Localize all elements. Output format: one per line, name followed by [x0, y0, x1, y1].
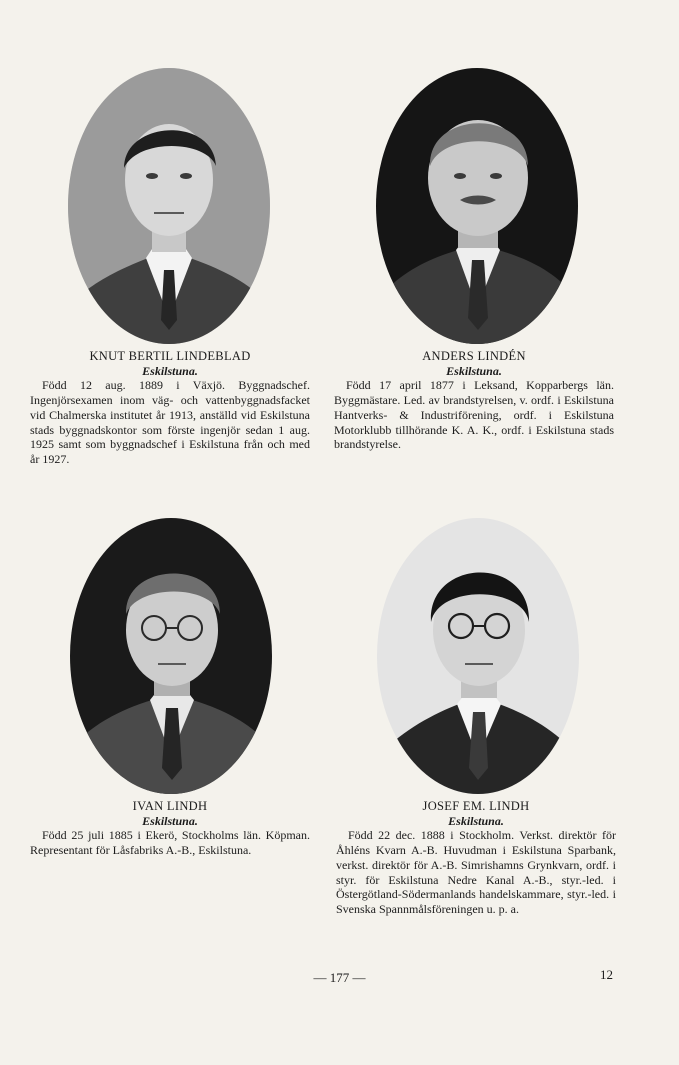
sheet-number: 12	[600, 967, 613, 982]
portrait-ivan-lindh	[70, 518, 272, 794]
person-name: JOSEF EM. LINDH	[422, 799, 530, 813]
person-place: Eskilstuna.	[448, 813, 504, 828]
person-biography: Född 17 april 1877 i Leksand, Kopparbergs län. Byggmästare. Led. av brandstyrelsen, v. ordf. i Eskilstuna Hantverks- & Industriförening, ordf. i Eskilstuna Motorklubb tillhörande K. A. K., ordf. i Eskilstuna stads brandstyrelse.	[334, 378, 614, 452]
entry-ivan-lindh	[30, 799, 310, 858]
person-place: Eskilstuna.	[446, 363, 502, 378]
entry-knut-bertil-lindeblad	[30, 349, 310, 467]
person-place: Eskilstuna.	[142, 363, 198, 378]
person-name: ANDERS LINDÉN	[422, 349, 526, 363]
entry-anders-linden	[334, 349, 614, 452]
person-place: Eskilstuna.	[142, 813, 198, 828]
person-biography: Född 12 aug. 1889 i Växjö. Byggnadschef. Ingenjörsexamen inom väg- och vattenbyggnadsfacket vid Chalmerska institutet år 1913, anställd vid Eskilstuna stads byggnadskontor som förste ingenjör sedan 1 aug. 1925 samt som byggnadschef i Eskilstuna från och med år 1927.	[30, 378, 310, 466]
portrait-knut-bertil-lindeblad	[68, 68, 270, 344]
portrait-anders-linden	[376, 68, 578, 344]
person-biography: Född 22 dec. 1888 i Stockholm. Verkst. direktör för Åhléns Kvarn A.-B. Huvudman i Eskilstuna Sparbank, verkst. direktör för A.-B. Simrishamns Grynkvarn, ordf. i styr. för Eskilstuna Nedre Kanal A.-B., styr.-led. i Östergötland-Södermanlands handelskammare, styr.-led. i Svenska Spannmålsföreningen u. p. a.	[336, 828, 616, 916]
portrait-josef-em-lindh	[377, 518, 579, 794]
person-biography: Född 25 juli 1885 i Ekerö, Stockholms län. Köpman. Representant för Låsfabriks A.-B., Eskilstuna.	[30, 828, 310, 858]
page-number: — 177 —	[313, 970, 366, 985]
person-name: IVAN LINDH	[132, 799, 208, 813]
entry-josef-em-lindh	[336, 799, 616, 917]
person-name: KNUT BERTIL LINDEBLAD	[89, 349, 251, 363]
